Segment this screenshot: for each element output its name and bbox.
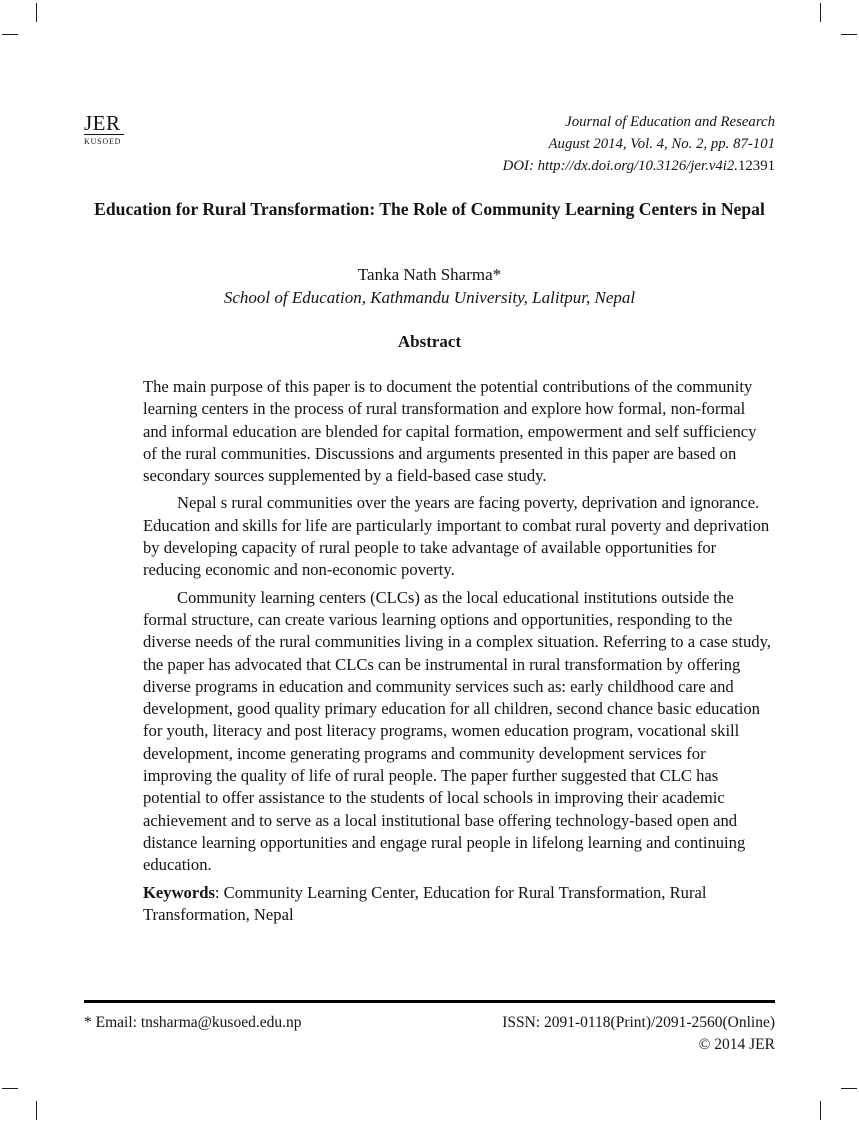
page-header [84,112,775,178]
page-footer [84,1000,775,1055]
journal-issue: August 2014, Vol. 4, No. 2, pp. 87-101 [548,135,775,152]
author-name: Tanka Nath Sharma* [357,265,502,284]
footer-email: * Email: tnsharma@kusoed.edu.np [84,1014,302,1031]
doi-url: DOI: http://dx.doi.org/10.3126/jer.v4i2. [502,158,738,174]
abstract-paragraph: The main purpose of this paper is to document the potential contributions of the community learning centers in the process of rural transformation and explore how formal, non-formal and informal education are blended for capital formation, empowerment and self sufficiency of the rural communities. Discussions and arguments presented in this paper are based on secondary sources supplemented by a field-based case study. [143,377,757,486]
doi-line [503,156,775,178]
crop-mark-right-top-h [841,34,857,35]
crop-mark-left-top-h [2,34,18,35]
journal-name: Journal of Education and Research [565,114,775,130]
author-affiliation: School of Education, Kathmandu University, Lalitpur, Nepal [223,288,636,307]
footer-copyright: © 2014 JER [698,1036,775,1053]
crop-mark-top-right-v [820,3,821,22]
keywords-text: : Community Learning Center, Education for Rural Transformation, Rural Transformation, Nepal [143,882,707,924]
doi-number: 12391 [738,158,775,174]
paper-title: Education for Rural Transformation: The Role of Community Learning Centers in Nepal [94,199,765,219]
abstract-body [143,376,773,931]
jer-logo-text: JER [84,112,124,135]
jer-logo-subtext: KUSOED [84,137,122,147]
footer-issn: ISSN: 2091-0118(Print)/2091-2560(Online) [502,1014,775,1031]
crop-mark-bottom-left-v [36,1101,37,1120]
footer-row [84,1012,775,1033]
journal-info [503,112,775,178]
crop-mark-top-left-v [36,3,37,22]
keywords-line [143,882,773,927]
abstract-paragraph: Community learning centers (CLCs) as the local educational institutions outside the formal structure, can create various learning options and opportunities, responding to the diverse needs of the rural communities living in a complex situation. Referring to a case study, the paper has advocated that CLCs can be instrumental in rural transformation by offering diverse programs in education and community services such as: early childhood care and development, good quality primary education for all children, second chance basic education for youth, literacy and post literacy programs, women education program, vocational skill development, income generating programs and community development services for improving the quality of life of rural people. The paper further suggested that CLC has potential to offer assistance to the students of local schools in improving their academic achievement and to serve as a local institutional base offering technology-based open and distance learning opportunities and engage rural people in lifelong learning and continuing education. [143,587,771,875]
crop-mark-bottom-right-v [820,1101,821,1120]
jer-logo [84,112,124,146]
crop-mark-left-bottom-h [2,1088,18,1089]
keywords-label: Keywords [143,882,215,902]
abstract-heading: Abstract [397,332,462,351]
abstract-paragraph: Nepal s rural communities over the years are facing poverty, deprivation and ignorance. Education and skills for life are particularly important to combat rural poverty and deprivation by developing capacity of rural people to take advantage of available opportunities for reducing economic and non-economic poverty. [143,493,770,580]
crop-mark-right-bottom-h [841,1088,857,1089]
